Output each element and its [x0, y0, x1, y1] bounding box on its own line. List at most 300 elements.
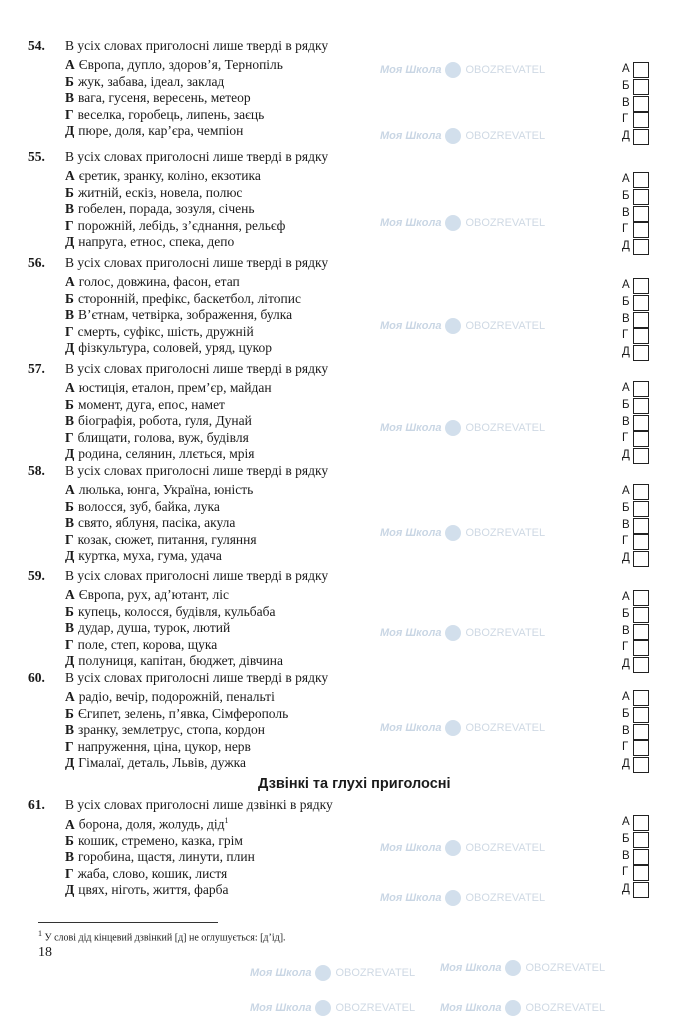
option-letter: Д: [65, 123, 75, 139]
option-text: радіо, вечір, подорожній, пенальті: [78, 689, 275, 704]
option-text: В’єтнам, четвірка, зображення, булка: [78, 307, 293, 323]
option-text: сторонній, префікс, баскетбол, літопис: [77, 290, 301, 306]
answer-option: [65, 833, 243, 849]
option-letter: Г: [65, 429, 74, 445]
option-letter: В: [65, 722, 75, 738]
box-letter: А: [622, 691, 630, 703]
answer-checkbox[interactable]: [622, 882, 652, 899]
watermark-brand: OBOZREVATEL: [465, 842, 546, 854]
question-stem: В усіх словах приголосні лише тверді в рядку: [65, 255, 329, 270]
obozrevatel-logo-icon: [445, 625, 461, 641]
answer-option: [65, 185, 242, 201]
question-number: 57.: [28, 361, 45, 376]
option-text: напруга, етнос, спека, депо: [78, 234, 235, 250]
answer-option: [65, 739, 251, 755]
obozrevatel-logo-icon: [445, 215, 461, 231]
answer-option: [65, 380, 272, 396]
answer-checkbox[interactable]: [622, 431, 652, 448]
answer-checkbox[interactable]: [622, 832, 652, 849]
answer-checkbox[interactable]: [622, 328, 652, 345]
watermark: [380, 128, 545, 144]
option-text: вага, гусеня, вересень, метеор: [78, 90, 251, 106]
watermark-brand: OBOZREVATEL: [465, 64, 546, 76]
answer-box[interactable]: [633, 518, 649, 534]
option-text: Гімалаї, деталь, Львів, дужка: [78, 755, 246, 771]
box-letter: Д: [622, 658, 630, 671]
option-letter: Б: [65, 290, 74, 306]
box-letter: А: [622, 173, 630, 185]
answer-box[interactable]: [633, 882, 649, 898]
box-letter: Б: [622, 398, 630, 411]
option-letter: В: [65, 201, 75, 217]
answer-box[interactable]: [633, 431, 649, 447]
question-stem: В усіх словах приголосні лише тверді в рядку: [65, 361, 329, 376]
answer-box[interactable]: [633, 690, 649, 706]
box-letter: В: [622, 312, 630, 325]
answer-option: [65, 866, 227, 882]
obozrevatel-logo-icon: [505, 1000, 521, 1016]
answer-checkbox[interactable]: [622, 312, 652, 329]
answer-checkbox[interactable]: [622, 295, 652, 312]
box-letter: А: [622, 485, 630, 497]
answer-box[interactable]: [633, 239, 649, 255]
answer-box[interactable]: [633, 278, 649, 294]
answer-box[interactable]: [633, 222, 649, 238]
option-letter: Б: [65, 396, 74, 412]
answer-box[interactable]: [633, 328, 649, 344]
option-text: смерть, суфікс, шість, дружній: [77, 323, 254, 339]
answer-checkbox[interactable]: [622, 239, 652, 256]
option-text: дудар, душа, турок, лютий: [78, 620, 231, 636]
answer-box[interactable]: [633, 657, 649, 673]
watermark: [380, 420, 545, 436]
answer-box[interactable]: [633, 172, 649, 188]
watermark: [250, 965, 415, 981]
box-letter: В: [622, 624, 630, 637]
option-text: напруження, ціна, цукор, нерв: [77, 738, 251, 754]
obozrevatel-logo-icon: [445, 62, 461, 78]
option-text: пюре, доля, кар’єра, чемпіон: [78, 123, 244, 139]
watermark-brand: OBOZREVATEL: [525, 962, 606, 974]
box-letter: Г: [622, 535, 629, 548]
answer-checkbox[interactable]: [622, 398, 652, 415]
answer-option: [65, 706, 288, 722]
answer-checkbox[interactable]: [622, 607, 652, 624]
answer-box[interactable]: [633, 79, 649, 95]
question-number: 56.: [28, 255, 45, 270]
option-letter: Д: [65, 653, 75, 669]
answer-box[interactable]: [633, 551, 649, 567]
answer-checkbox[interactable]: [622, 815, 652, 832]
option-text: голос, довжина, фасон, етап: [78, 274, 240, 289]
box-letter: Б: [622, 832, 630, 845]
watermark: [380, 62, 545, 78]
box-letter: Б: [622, 501, 630, 514]
option-letter: Б: [65, 603, 74, 619]
watermark-brand: OBOZREVATEL: [335, 967, 416, 979]
question-stem: В усіх словах приголосні лише тверді в рядку: [65, 670, 329, 685]
watermark-school: Моя Школа: [380, 722, 442, 734]
obozrevatel-logo-icon: [445, 318, 461, 334]
question-number: 58.: [28, 463, 45, 478]
question-number: 54.: [28, 38, 45, 53]
option-letter: Д: [65, 340, 75, 356]
option-text: Європа, рух, ад’ютант, ліс: [78, 587, 229, 602]
answer-box[interactable]: [633, 129, 649, 145]
answer-box[interactable]: [633, 832, 649, 848]
box-letter: Б: [622, 295, 630, 308]
answer-checkbox[interactable]: [622, 206, 652, 223]
footnote-text: У слові дід кінцевий дзвінкий [д] не оглушується: [д’ід].: [44, 932, 286, 944]
answer-box[interactable]: [633, 607, 649, 623]
answer-box[interactable]: [633, 206, 649, 222]
option-letter: Б: [65, 184, 74, 200]
option-letter: Б: [65, 705, 74, 721]
watermark-school: Моя Школа: [380, 64, 442, 76]
box-letter: Д: [622, 449, 630, 462]
box-letter: Г: [622, 223, 629, 236]
watermark: [250, 1000, 415, 1016]
option-text: порожній, лебідь, з’єднання, рельєф: [77, 217, 286, 233]
option-text: біографія, робота, ґуля, Дунай: [78, 413, 252, 429]
option-letter: В: [65, 90, 75, 106]
answer-option: [65, 397, 225, 413]
answer-checkbox[interactable]: [622, 757, 652, 774]
answer-option: [65, 168, 261, 184]
question-stem: В усіх словах приголосні лише дзвінкі в рядку: [65, 797, 333, 812]
answer-box[interactable]: [633, 501, 649, 517]
option-letter: Г: [65, 217, 74, 233]
option-letter: В: [65, 413, 75, 429]
box-letter: А: [622, 816, 630, 828]
box-letter: Д: [622, 883, 630, 896]
option-letter: Б: [65, 73, 74, 89]
obozrevatel-logo-icon: [445, 840, 461, 856]
answer-checkbox[interactable]: [622, 62, 652, 79]
box-letter: Г: [622, 432, 629, 445]
watermark: [380, 215, 545, 231]
box-letter: Д: [622, 346, 630, 359]
option-text: волосся, зуб, байка, лука: [77, 498, 220, 514]
answer-box[interactable]: [633, 815, 649, 831]
answer-box[interactable]: [633, 757, 649, 773]
option-letter: Б: [65, 498, 74, 514]
option-letter: Г: [65, 865, 74, 881]
answer-option: [65, 274, 240, 290]
answer-checkbox[interactable]: [622, 849, 652, 866]
option-letter: В: [65, 307, 75, 323]
option-letter: А: [65, 816, 75, 832]
answer-box[interactable]: [633, 96, 649, 112]
footnote-ref: 1: [224, 816, 229, 825]
box-letter: А: [622, 279, 630, 291]
option-text: козак, сюжет, питання, гуляння: [77, 531, 257, 547]
answer-checkbox[interactable]: [622, 551, 652, 568]
watermark: [380, 890, 545, 906]
answer-box[interactable]: [633, 295, 649, 311]
answer-checkbox[interactable]: [622, 624, 652, 641]
answer-checkbox[interactable]: [622, 484, 652, 501]
obozrevatel-logo-icon: [445, 525, 461, 541]
option-text: зранку, землетрус, стопа, кордон: [78, 722, 266, 738]
watermark-brand: OBOZREVATEL: [465, 422, 546, 434]
watermark-school: Моя Школа: [380, 217, 442, 229]
box-letter: Г: [622, 866, 629, 879]
answer-option: [65, 499, 220, 515]
question-stem: В усіх словах приголосні лише тверді в рядку: [65, 568, 329, 583]
watermark: [380, 318, 545, 334]
answer-option: [65, 882, 228, 898]
option-letter: В: [65, 620, 75, 636]
option-text: цвях, ніготь, життя, фарба: [78, 882, 229, 898]
answer-box[interactable]: [633, 112, 649, 128]
question-number: 61.: [28, 797, 45, 812]
answer-checkbox[interactable]: [622, 590, 652, 607]
watermark: [440, 960, 605, 976]
answer-option: [65, 532, 257, 548]
answer-option: [65, 218, 285, 234]
answer-box[interactable]: [633, 312, 649, 328]
watermark-school: Моя Школа: [440, 962, 502, 974]
answer-checkbox[interactable]: [622, 381, 652, 398]
answer-checkbox[interactable]: [622, 690, 652, 707]
answer-checkbox[interactable]: [622, 222, 652, 239]
watermark-brand: OBOZREVATEL: [465, 320, 546, 332]
question-stem: В усіх словах приголосні лише тверді в рядку: [65, 463, 329, 478]
option-text: момент, дуга, епос, намет: [77, 396, 225, 412]
answer-option: [65, 604, 276, 620]
answer-checkbox[interactable]: [622, 518, 652, 535]
option-letter: Г: [65, 106, 74, 122]
watermark-brand: OBOZREVATEL: [465, 627, 546, 639]
watermark-school: Моя Школа: [380, 320, 442, 332]
option-text: гобелен, порада, зозуля, січень: [78, 201, 255, 217]
answer-box[interactable]: [633, 640, 649, 656]
answer-option: [65, 291, 301, 307]
watermark-school: Моя Школа: [250, 1002, 312, 1014]
watermark-school: Моя Школа: [380, 842, 442, 854]
watermark-school: Моя Школа: [380, 892, 442, 904]
answer-checkbox[interactable]: [622, 501, 652, 518]
watermark-school: Моя Школа: [440, 1002, 502, 1014]
watermark: [380, 720, 545, 736]
answer-option: [65, 849, 255, 865]
watermark-school: Моя Школа: [380, 527, 442, 539]
answer-box[interactable]: [633, 724, 649, 740]
watermark: [440, 1000, 605, 1016]
option-letter: Г: [65, 531, 74, 547]
option-text: свято, яблуня, пасіка, акула: [78, 515, 236, 531]
box-letter: А: [622, 382, 630, 394]
watermark-brand: OBOZREVATEL: [465, 130, 546, 142]
option-text: куртка, муха, гума, удача: [78, 548, 222, 564]
option-letter: А: [65, 587, 75, 602]
footnote: [38, 929, 286, 943]
answer-option: [65, 722, 265, 738]
answer-option: [65, 57, 283, 73]
option-text: жаба, слово, кошик, листя: [77, 865, 228, 881]
option-letter: Д: [65, 446, 75, 462]
answer-box[interactable]: [633, 624, 649, 640]
watermark-brand: OBOZREVATEL: [465, 892, 546, 904]
option-text: горобина, щастя, линути, плин: [78, 849, 255, 865]
option-letter: Д: [65, 234, 75, 250]
box-letter: Г: [622, 329, 629, 342]
answer-box[interactable]: [633, 345, 649, 361]
watermark: [380, 840, 545, 856]
answer-box[interactable]: [633, 415, 649, 431]
answer-option: [65, 430, 249, 446]
obozrevatel-logo-icon: [315, 1000, 331, 1016]
option-letter: В: [65, 515, 75, 531]
box-letter: Д: [622, 758, 630, 771]
box-letter: Б: [622, 189, 630, 202]
box-letter: В: [622, 206, 630, 219]
option-text: кошик, стремено, казка, грім: [77, 832, 243, 848]
box-letter: В: [622, 724, 630, 737]
box-letter: Б: [622, 79, 630, 92]
obozrevatel-logo-icon: [315, 965, 331, 981]
question-number: 59.: [28, 568, 45, 583]
answer-box[interactable]: [633, 590, 649, 606]
obozrevatel-logo-icon: [445, 420, 461, 436]
box-letter: В: [622, 96, 630, 109]
answer-box[interactable]: [633, 707, 649, 723]
answer-option: [65, 90, 251, 106]
option-letter: Г: [65, 738, 74, 754]
answer-option: [65, 816, 228, 833]
question-stem: В усіх словах приголосні лише тверді в рядку: [65, 149, 329, 164]
watermark-brand: OBOZREVATEL: [525, 1002, 606, 1014]
option-letter: А: [65, 168, 75, 183]
option-letter: А: [65, 57, 75, 72]
answer-option: [65, 324, 254, 340]
answer-box[interactable]: [633, 381, 649, 397]
box-letter: Г: [622, 741, 629, 754]
answer-checkbox[interactable]: [622, 657, 652, 674]
watermark-brand: OBOZREVATEL: [465, 722, 546, 734]
answer-option: [65, 446, 255, 462]
answer-checkbox[interactable]: [622, 534, 652, 551]
box-letter: В: [622, 518, 630, 531]
watermark-brand: OBOZREVATEL: [465, 217, 546, 229]
watermark-brand: OBOZREVATEL: [465, 527, 546, 539]
option-letter: Д: [65, 548, 75, 564]
option-letter: Д: [65, 882, 75, 898]
answer-checkbox[interactable]: [622, 96, 652, 113]
watermark: [380, 625, 545, 641]
answer-checkbox[interactable]: [622, 724, 652, 741]
answer-checkbox[interactable]: [622, 865, 652, 882]
answer-checkbox[interactable]: [622, 740, 652, 757]
option-letter: Д: [65, 755, 75, 771]
box-letter: Б: [622, 607, 630, 620]
answer-option: [65, 548, 222, 564]
answer-option: [65, 587, 229, 603]
option-text: полуниця, капітан, бюджет, дівчина: [78, 653, 284, 669]
answer-checkbox[interactable]: [622, 345, 652, 362]
section-heading: Дзвінкі та глухі приголосні: [258, 776, 451, 792]
answer-box[interactable]: [633, 189, 649, 205]
option-text: житній, ескіз, новела, полюс: [77, 184, 243, 200]
answer-checkbox[interactable]: [622, 189, 652, 206]
question-number: 60.: [28, 670, 45, 685]
box-letter: А: [622, 591, 630, 603]
answer-option: [65, 689, 275, 705]
answer-option: [65, 340, 272, 356]
box-letter: Д: [622, 240, 630, 253]
option-text: люлька, юнга, Україна, юність: [78, 482, 254, 497]
answer-box[interactable]: [633, 398, 649, 414]
answer-checkbox[interactable]: [622, 172, 652, 189]
option-letter: А: [65, 482, 75, 497]
option-letter: Г: [65, 323, 74, 339]
option-text: борона, доля, жолудь, дід: [78, 816, 225, 832]
answer-checkbox[interactable]: [622, 112, 652, 129]
box-letter: В: [622, 415, 630, 428]
option-letter: Г: [65, 636, 74, 652]
option-text: Єгипет, зелень, п’явка, Сімферополь: [77, 705, 289, 721]
obozrevatel-logo-icon: [505, 960, 521, 976]
watermark-school: Моя Школа: [380, 627, 442, 639]
answer-option: [65, 653, 283, 669]
answer-option: [65, 201, 255, 217]
option-letter: А: [65, 380, 75, 395]
box-letter: А: [622, 63, 630, 75]
answer-box[interactable]: [633, 62, 649, 78]
watermark-brand: OBOZREVATEL: [335, 1002, 416, 1014]
box-letter: Г: [622, 641, 629, 654]
answer-box[interactable]: [633, 448, 649, 464]
answer-box[interactable]: [633, 740, 649, 756]
option-text: поле, степ, корова, щука: [77, 636, 218, 652]
answer-option: [65, 74, 224, 90]
answer-checkbox[interactable]: [622, 707, 652, 724]
answer-box[interactable]: [633, 534, 649, 550]
option-letter: А: [65, 274, 75, 289]
option-text: веселка, горобець, липень, заєць: [77, 106, 265, 122]
watermark-school: Моя Школа: [380, 422, 442, 434]
footnote-divider: [38, 922, 218, 923]
answer-box[interactable]: [633, 865, 649, 881]
watermark: [380, 525, 545, 541]
answer-option: [65, 637, 217, 653]
box-letter: Б: [622, 707, 630, 720]
obozrevatel-logo-icon: [445, 890, 461, 906]
answer-option: [65, 307, 292, 323]
option-letter: Б: [65, 832, 74, 848]
obozrevatel-logo-icon: [445, 128, 461, 144]
answer-option: [65, 515, 235, 531]
answer-box[interactable]: [633, 849, 649, 865]
answer-checkbox[interactable]: [622, 129, 652, 146]
answer-checkbox[interactable]: [622, 79, 652, 96]
answer-option: [65, 234, 234, 250]
option-text: жук, забава, ідеал, заклад: [77, 73, 225, 89]
answer-checkbox[interactable]: [622, 448, 652, 465]
answer-box[interactable]: [633, 484, 649, 500]
answer-checkbox[interactable]: [622, 640, 652, 657]
answer-option: [65, 620, 230, 636]
option-letter: В: [65, 849, 75, 865]
answer-option: [65, 123, 243, 139]
option-letter: А: [65, 689, 75, 704]
option-text: родина, селянин, ллється, мрія: [78, 446, 255, 462]
box-letter: В: [622, 849, 630, 862]
box-letter: Д: [622, 552, 630, 565]
answer-checkbox[interactable]: [622, 278, 652, 295]
answer-checkbox[interactable]: [622, 415, 652, 432]
